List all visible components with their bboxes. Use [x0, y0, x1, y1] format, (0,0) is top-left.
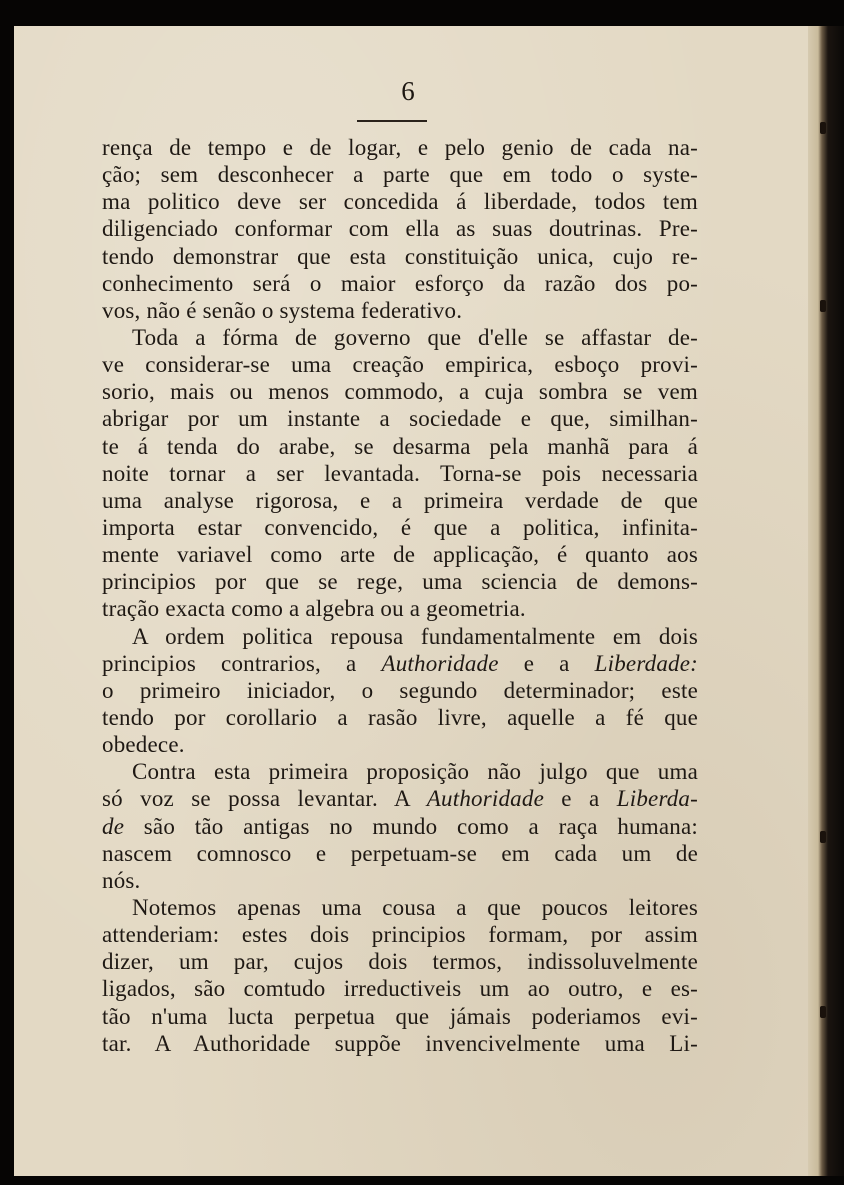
text-segment: A ordem politica repousa fundamentalmente em dois	[132, 623, 698, 649]
text-line: te á tenda do arabe, se desarma pela manhã para á	[102, 433, 698, 459]
italic-term: de	[102, 813, 125, 839]
paragraph	[102, 623, 698, 759]
page-number-rule	[357, 120, 427, 122]
text-line: rença de tempo e de logar, e pelo genio de cada na-	[102, 135, 698, 160]
text-segment: tar. A Authoridade suppõe invencivelmente uma Li-	[102, 1030, 698, 1056]
text-segment: tão n'uma lucta perpetua que jámais poderiamos evi-	[102, 1003, 698, 1029]
text-line	[102, 867, 698, 894]
text-segment: o primeiro iniciador, o segundo determinador; este	[102, 677, 698, 703]
text-line: vos, não é senão o systema federativo.	[102, 297, 463, 323]
text-segment: são tão antigas no mundo como a raça humana:	[124, 813, 698, 839]
text-line	[102, 758, 698, 785]
text-line: mente variavel como arte de applicação, é quanto aos	[102, 542, 698, 568]
text-segment: nascem comnosco e perpetuam-se em cada um de	[102, 840, 698, 866]
text-line	[102, 948, 698, 975]
text-line: ma politico deve ser concedida á liberdade, todos tem	[102, 189, 698, 215]
text-line: principios por que se rege, uma sciencia de demons-	[102, 569, 698, 595]
text-segment: tendo por corollario a rasão livre, aquelle a fé que	[102, 704, 698, 730]
text-segment: e a	[544, 786, 617, 812]
body-text	[102, 134, 698, 1057]
text-segment: só voz se possa levantar. A	[102, 786, 427, 812]
paragraph	[102, 894, 698, 1057]
text-line	[102, 623, 698, 650]
text-segment: attenderiam: estes dois principios formam, por assim	[102, 922, 698, 948]
edge-mark	[820, 300, 826, 312]
text-line	[102, 1003, 698, 1030]
text-line: diligenciado conformar com ella as suas doutrinas. Pre-	[102, 216, 698, 242]
text-line	[102, 894, 698, 921]
text-line: importa estar convencido, é que a politica, infinita-	[102, 514, 698, 540]
text-line	[102, 921, 698, 948]
text-line: ção; sem desconhecer a parte que em todo o syste-	[102, 162, 698, 188]
text-line: tendo demonstrar que esta constituição unica, cujo re-	[102, 243, 698, 269]
text-line: abrigar por um instante a sociedade e que, similhan-	[102, 406, 698, 432]
italic-term: Liberda-	[616, 786, 698, 812]
text-line	[102, 731, 698, 758]
text-segment: principios contrarios, a	[102, 650, 382, 676]
paragraph	[102, 134, 698, 324]
text-segment: obedece.	[102, 732, 185, 758]
text-line	[102, 650, 698, 677]
text-line	[102, 704, 698, 731]
edge-mark	[820, 1006, 826, 1018]
text-line: Toda a fórma de governo que d'elle se affastar de-	[132, 324, 698, 350]
edge-mark	[820, 831, 826, 843]
text-line: ve considerar-se uma creação empirica, esboço provi-	[102, 352, 698, 378]
paragraph	[102, 758, 698, 894]
text-segment: Notemos apenas uma cousa a que poucos leitores	[132, 894, 698, 920]
text-line	[102, 677, 698, 704]
text-line: tração exacta como a algebra ou a geometria.	[102, 596, 526, 622]
text-segment: ligados, são comtudo irreductiveis um ao outro, e es-	[102, 976, 698, 1002]
text-segment: Contra esta primeira proposição não julgo que uma	[132, 759, 698, 785]
italic-term: Liberdade:	[594, 650, 698, 676]
italic-term: Authoridade	[381, 650, 499, 676]
edge-mark	[820, 122, 826, 134]
text-line	[102, 975, 698, 1002]
text-segment: dizer, um par, cujos dois termos, indissoluvelmente	[102, 949, 698, 975]
text-line: noite tornar a ser levantada. Torna-se pois necessaria	[102, 460, 698, 486]
text-line	[102, 813, 698, 840]
text-line: uma analyse rigorosa, e a primeira verdade de que	[102, 487, 698, 513]
italic-term: Authoridade	[426, 786, 544, 812]
text-line	[102, 1030, 698, 1057]
text-segment: e a	[498, 650, 595, 676]
text-line	[102, 840, 698, 867]
text-line	[102, 785, 698, 812]
text-line: sorio, mais ou menos commodo, a cuja sombra se vem	[102, 379, 698, 405]
page-edge-shadow	[808, 26, 844, 1176]
text-segment: nós.	[102, 867, 141, 893]
paragraph	[102, 324, 698, 623]
page-number: 6	[401, 76, 415, 106]
text-line: conhecimento será o maior esforço da razão dos po-	[102, 270, 698, 296]
